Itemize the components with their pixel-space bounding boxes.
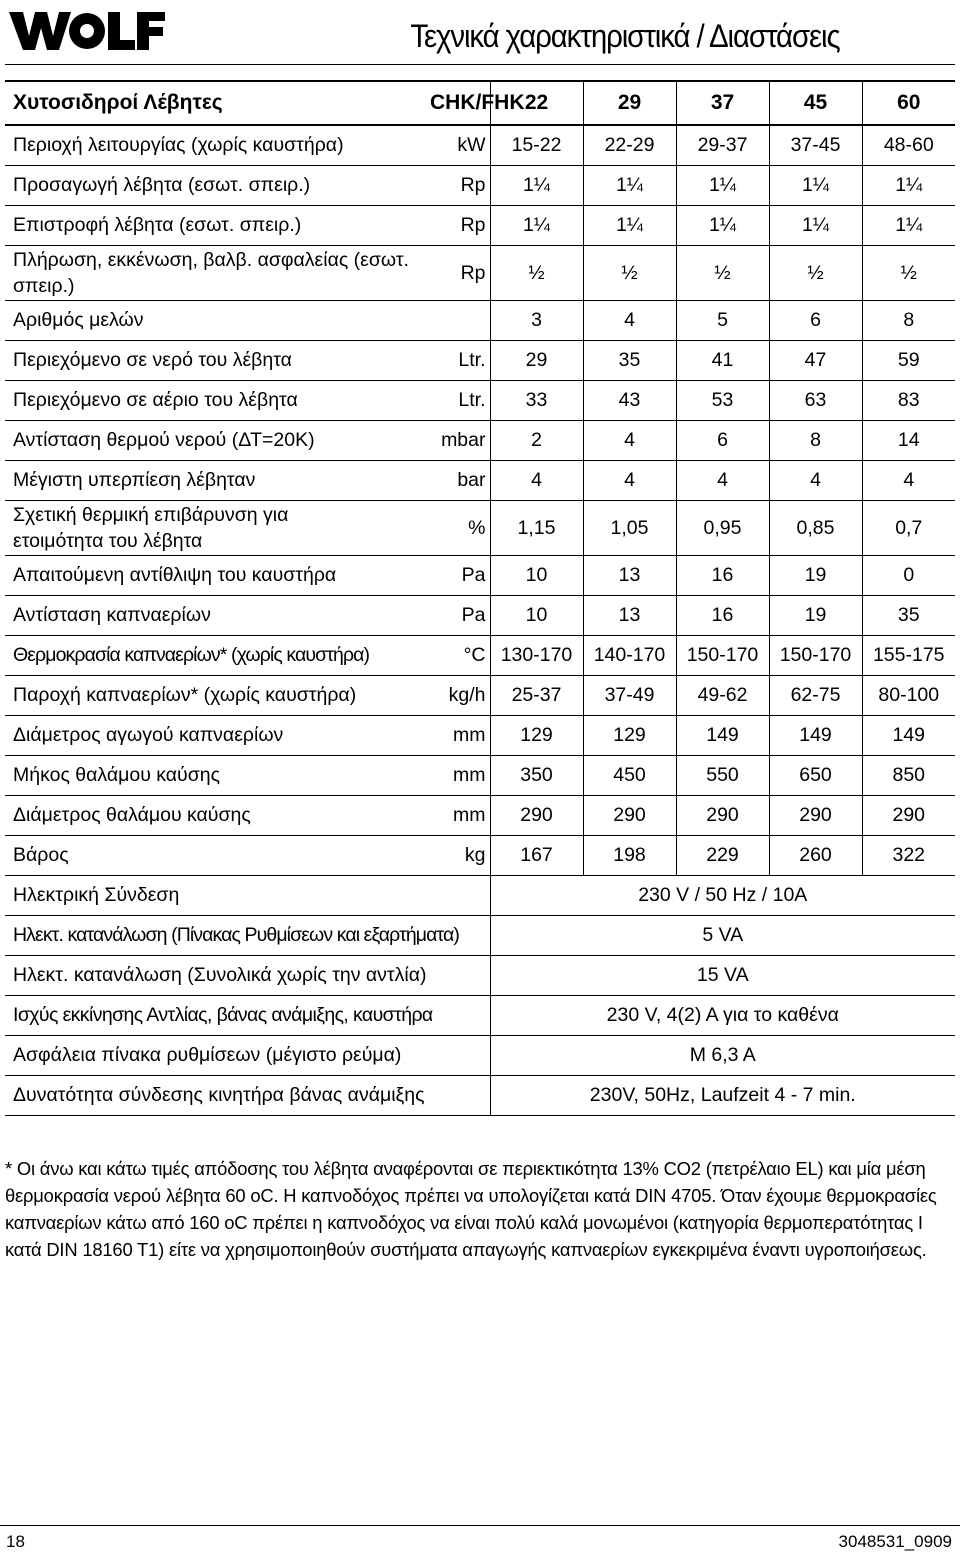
row-value: 149 xyxy=(769,716,862,756)
row-value: 41 xyxy=(676,341,769,381)
row-value: 19 xyxy=(769,596,862,636)
row-value: 129 xyxy=(490,716,583,756)
row-value: 290 xyxy=(583,796,676,836)
row-label: Επιστροφή λέβητα (εσωτ. σπειρ.) xyxy=(5,206,430,246)
row-value: 322 xyxy=(862,836,955,876)
row-label: Βάρος xyxy=(5,836,430,876)
row-value: 47 xyxy=(769,341,862,381)
row-unit: °C xyxy=(430,636,490,676)
row-label: Διάμετρος αγωγού καπναερίων xyxy=(5,716,430,756)
row-value: 48-60 xyxy=(862,125,955,166)
row-unit xyxy=(430,301,490,341)
row-label: Περιεχόμενο σε αέριο του λέβητα xyxy=(5,381,430,421)
row-value: 16 xyxy=(676,556,769,596)
table-row xyxy=(5,206,955,246)
row-value: 83 xyxy=(862,381,955,421)
row-value: 290 xyxy=(862,796,955,836)
row-label xyxy=(5,246,430,301)
row-value: 2 xyxy=(490,421,583,461)
row-label-text: Πλήρωση, εκκένωση, βαλβ. ασφαλείας (εσωτ. σπειρ.) xyxy=(13,249,409,297)
row-value: 43 xyxy=(583,381,676,421)
table-row xyxy=(5,125,955,166)
row-unit: mm xyxy=(430,716,490,756)
row-value: 49-62 xyxy=(676,676,769,716)
row-value: 6 xyxy=(769,301,862,341)
row-value: 37-49 xyxy=(583,676,676,716)
table-row xyxy=(5,166,955,206)
row-label: Ηλεκτ. κατανάλωση (Συνολικά χωρίς την αντλία) xyxy=(5,956,490,996)
row-value: 229 xyxy=(676,836,769,876)
header-rule xyxy=(5,64,955,65)
spec-table xyxy=(5,80,955,1116)
row-value: 6 xyxy=(676,421,769,461)
row-value: 1¼ xyxy=(583,206,676,246)
row-value: 4 xyxy=(862,461,955,501)
row-unit: mbar xyxy=(430,421,490,461)
row-value: 850 xyxy=(862,756,955,796)
row-label: Αντίσταση καπναερίων xyxy=(5,596,430,636)
table-row xyxy=(5,246,955,301)
row-label: Ασφάλεια πίνακα ρυθμίσεων (μέγιστο ρεύμα) xyxy=(5,1036,490,1076)
row-unit: Pa xyxy=(430,596,490,636)
row-value: 4 xyxy=(676,461,769,501)
row-value: 5 VA xyxy=(490,916,955,956)
row-value: 1¼ xyxy=(676,206,769,246)
row-value: 149 xyxy=(676,716,769,756)
table-row xyxy=(5,796,955,836)
row-value: 0,85 xyxy=(769,501,862,556)
header-label: Χυτοσιδηροί Λέβητες xyxy=(5,81,430,125)
row-value: ½ xyxy=(676,246,769,301)
row-label: Ηλεκτ. κατανάλωση (Πίνακας Ρυθμίσεων και εξαρτήματα) xyxy=(5,916,490,956)
row-value: 1¼ xyxy=(490,206,583,246)
table-row xyxy=(5,461,955,501)
row-value: 230V, 50Hz, Laufzeit 4 - 7 min. xyxy=(490,1076,955,1116)
row-value: 1¼ xyxy=(769,166,862,206)
header-size: 60 xyxy=(862,81,955,125)
row-label: Μέγιστη υπερπίεση λέβηταν xyxy=(5,461,430,501)
row-value: 29-37 xyxy=(676,125,769,166)
row-value: 4 xyxy=(490,461,583,501)
row-value: 550 xyxy=(676,756,769,796)
row-value: 1¼ xyxy=(490,166,583,206)
row-label: Προσαγωγή λέβητα (εσωτ. σπειρ.) xyxy=(5,166,430,206)
row-value: 15-22 xyxy=(490,125,583,166)
table-row xyxy=(5,756,955,796)
table-row xyxy=(5,421,955,461)
header-model: CHK/FHK xyxy=(430,81,490,125)
row-value: 4 xyxy=(583,461,676,501)
row-unit: Pa xyxy=(430,556,490,596)
page-number: 18 xyxy=(6,1532,25,1551)
row-label xyxy=(5,501,430,556)
footnote: * Οι άνω και κάτω τιμές απόδοσης του λέβητα αναφέρονται σε περιεκτικότητα 13% CO2 (πετρέλαιο EL) και μία μέση θερμοκρασία νερού λέβητα 60 oC. Η καπνοδόχος πρέπει να υπολογίζεται κατά DIN 4705. Όταν έχουμε θερμοκρασίες καπναερίων κάτω από 160 oC πρέπει η καπνοδόχος να είναι πολύ καλά μονωμένοι (κατηγορία θερμοπερατότητας I κατά DIN 18160 T1) είτε να χρησιμοποιηθούν συστήματα απαγωγής καπναερίων εγκεκριμένα έναντι υγροποιήσεως. xyxy=(5,1158,937,1260)
row-unit: kW xyxy=(430,125,490,166)
row-label: Ηλεκτρική Σύνδεση xyxy=(5,876,490,916)
row-value: 37-45 xyxy=(769,125,862,166)
row-unit: bar xyxy=(430,461,490,501)
row-value: 80-100 xyxy=(862,676,955,716)
row-value: ½ xyxy=(490,246,583,301)
row-value: 22-29 xyxy=(583,125,676,166)
row-value: 290 xyxy=(490,796,583,836)
row-label: Διάμετρος θαλάμου καύσης xyxy=(5,796,430,836)
row-value: 10 xyxy=(490,556,583,596)
table-row xyxy=(5,916,955,956)
row-value: 25-37 xyxy=(490,676,583,716)
table-row xyxy=(5,676,955,716)
row-label: Μήκος θαλάμου καύσης xyxy=(5,756,430,796)
row-value: 4 xyxy=(583,301,676,341)
row-value: 1¼ xyxy=(769,206,862,246)
row-value: 450 xyxy=(583,756,676,796)
row-value: 33 xyxy=(490,381,583,421)
row-unit: kg xyxy=(430,836,490,876)
row-unit: Rp xyxy=(430,166,490,206)
row-label: Δυνατότητα σύνδεσης κινητήρα βάνας ανάμιξης xyxy=(5,1076,490,1116)
row-value: 4 xyxy=(769,461,862,501)
row-unit: mm xyxy=(430,756,490,796)
header-size: 29 xyxy=(583,81,676,125)
row-value: 35 xyxy=(862,596,955,636)
row-value: 1,05 xyxy=(583,501,676,556)
row-value: 13 xyxy=(583,556,676,596)
row-value: 5 xyxy=(676,301,769,341)
footer-rule xyxy=(0,1525,960,1526)
row-unit: % xyxy=(430,501,490,556)
row-label: Αριθμός μελών xyxy=(5,301,430,341)
page-title: Τεχνικά χαρακτηριστικά / Διαστάσεις xyxy=(410,18,840,54)
wolf-logo xyxy=(7,8,167,52)
table-row xyxy=(5,556,955,596)
row-label: Θερμοκρασία καπναερίων* (χωρίς καυστήρα) xyxy=(5,636,430,676)
row-unit: Ltr. xyxy=(430,381,490,421)
row-value: M 6,3 A xyxy=(490,1036,955,1076)
row-value: 150-170 xyxy=(769,636,862,676)
row-value: 1¼ xyxy=(583,166,676,206)
table-row xyxy=(5,501,955,556)
table-header-row xyxy=(5,81,955,125)
row-value: 167 xyxy=(490,836,583,876)
row-value: 290 xyxy=(676,796,769,836)
row-value: 4 xyxy=(583,421,676,461)
row-unit: mm xyxy=(430,796,490,836)
row-value: 19 xyxy=(769,556,862,596)
row-value: 10 xyxy=(490,596,583,636)
table-row xyxy=(5,301,955,341)
row-value: 150-170 xyxy=(676,636,769,676)
table-row xyxy=(5,836,955,876)
row-unit: Rp xyxy=(430,246,490,301)
table-row xyxy=(5,956,955,996)
row-value: 29 xyxy=(490,341,583,381)
row-unit: Rp xyxy=(430,206,490,246)
table-row xyxy=(5,341,955,381)
row-value: 290 xyxy=(769,796,862,836)
row-value: 198 xyxy=(583,836,676,876)
table-row xyxy=(5,996,955,1036)
row-label: Απαιτούμενη αντίθλιψη του καυστήρα xyxy=(5,556,430,596)
header-size: 45 xyxy=(769,81,862,125)
row-value: 650 xyxy=(769,756,862,796)
row-value: 15 VA xyxy=(490,956,955,996)
row-value: 3 xyxy=(490,301,583,341)
row-value: 149 xyxy=(862,716,955,756)
row-value: 129 xyxy=(583,716,676,756)
row-label: Αντίσταση θερμού νερού (ΔΤ=20Κ) xyxy=(5,421,430,461)
row-value: 1¼ xyxy=(676,166,769,206)
row-value: 0,7 xyxy=(862,501,955,556)
row-value: 59 xyxy=(862,341,955,381)
row-value: 1¼ xyxy=(862,206,955,246)
row-label: Περιοχή λειτουργίας (χωρίς καυστήρα) xyxy=(5,125,430,166)
table-row xyxy=(5,1076,955,1116)
row-value: 35 xyxy=(583,341,676,381)
row-value: 13 xyxy=(583,596,676,636)
row-value: 260 xyxy=(769,836,862,876)
row-value: 8 xyxy=(769,421,862,461)
row-value: 230 V / 50 Hz / 10A xyxy=(490,876,955,916)
row-value: 0 xyxy=(862,556,955,596)
row-unit: kg/h xyxy=(430,676,490,716)
row-value: 1,15 xyxy=(490,501,583,556)
row-value: 14 xyxy=(862,421,955,461)
header-size: 22 xyxy=(490,81,583,125)
row-value: 0,95 xyxy=(676,501,769,556)
row-label: Περιεχόμενο σε νερό του λέβητα xyxy=(5,341,430,381)
row-value: 63 xyxy=(769,381,862,421)
row-value: ½ xyxy=(862,246,955,301)
header-size: 37 xyxy=(676,81,769,125)
row-label: Ισχύς εκκίνησης Αντλίας, βάνας ανάμιξης, καυστήρα xyxy=(5,996,490,1036)
document-number: 3048531_0909 xyxy=(838,1532,952,1551)
row-value: 1¼ xyxy=(862,166,955,206)
row-value: 16 xyxy=(676,596,769,636)
table-row xyxy=(5,876,955,916)
row-value: 140-170 xyxy=(583,636,676,676)
table-row xyxy=(5,596,955,636)
row-value: ½ xyxy=(769,246,862,301)
table-row xyxy=(5,1036,955,1076)
table-row xyxy=(5,716,955,756)
row-label: Παροχή καπναερίων* (χωρίς καυστήρα) xyxy=(5,676,430,716)
table-row xyxy=(5,636,955,676)
row-value: 130-170 xyxy=(490,636,583,676)
row-value: 53 xyxy=(676,381,769,421)
row-value: 155-175 xyxy=(862,636,955,676)
row-value: 230 V, 4(2) A για το καθένα xyxy=(490,996,955,1036)
row-unit: Ltr. xyxy=(430,341,490,381)
table-row xyxy=(5,381,955,421)
row-value: ½ xyxy=(583,246,676,301)
row-value: 350 xyxy=(490,756,583,796)
row-value: 62-75 xyxy=(769,676,862,716)
row-label-text: Σχετική θερμική επιβάρυνση για ετοιμότητα του λέβητα xyxy=(13,504,289,552)
row-value: 8 xyxy=(862,301,955,341)
